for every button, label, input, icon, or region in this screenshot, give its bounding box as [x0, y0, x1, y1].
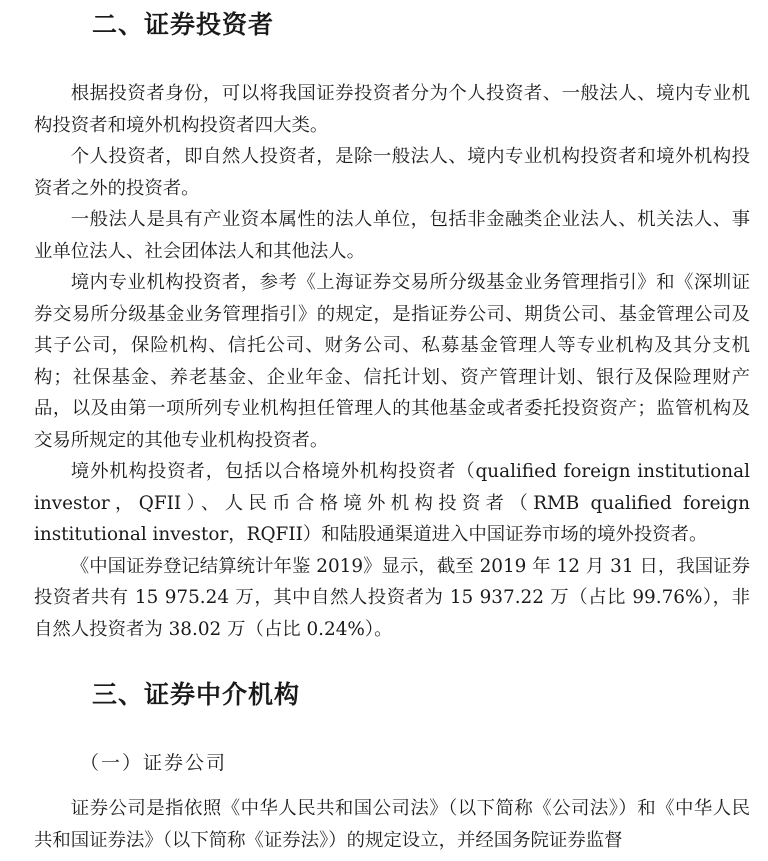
paragraph-individual-investors: 个人投资者，即自然人投资者，是除一般法人、境内专业机构投资者和境外机构投资者之外的投资者。 [34, 146, 750, 199]
paragraph-securities-company-definition: 证券公司是指依照《中华人民共和国公司法》（以下简称《公司法》）和《中华人民共和国证券法》（以下简称《证券法》）的规定设立，并经国务院证券监督 [34, 798, 750, 851]
paragraph-general-legal-persons: 一般法人是具有产业资本属性的法人单位，包括非金融类企业法人、机关法人、事业单位法人、社会团体法人和其他法人。 [34, 209, 750, 262]
section-body-securities-investors [34, 78, 750, 645]
paragraph-domestic-institutional-investors: 境内专业机构投资者，参考《上海证券交易所分级基金业务管理指引》和《深圳证券交易所分级基金业务管理指引》的规定，是指证券公司、期货公司、基金管理公司及其子公司，保险机构、信托公司、财务公司、私募基金管理人等专业机构及其分支机构；社保基金、养老基金、企业年金、信托计划、资产管理计划、银行及保险理财产品，以及由第一项所列专业机构担任管理人的其他基金或者委托投资资产；监管机构及交易所规定的其他专业机构投资者。 [34, 272, 750, 451]
paragraph-investor-categories: 根据投资者身份，可以将我国证券投资者分为个人投资者、一般法人、境内专业机构投资者和境外机构投资者四大类。 [34, 83, 750, 136]
paragraph-foreign-institutional-investors: 境外机构投资者，包括以合格境外机构投资者（qualified foreign institutional investor，QFII）、人民币合格境外机构投资者（RMB qualified foreign institutional investor，RQFII）和陆股通渠道进入中国证券市场的境外投资者。 [34, 461, 750, 545]
section-body-securities-companies [34, 793, 750, 856]
subsection-heading-securities-companies: （一）证券公司 [80, 752, 228, 774]
paragraph-investor-statistics: 《中国证券登记结算统计年鉴 2019》显示，截至 2019 年 12 月 31 日，我国证券投资者共有 15 975.24 万，其中自然人投资者为 15 937.22 万（占比 99.76%），非自然人投资者为 38.02 万（占比 0.24%）。 [34, 555, 750, 640]
section-heading-securities-investors: 二、证券投资者 [92, 10, 275, 39]
section-heading-securities-intermediaries: 三、证券中介机构 [92, 680, 301, 709]
